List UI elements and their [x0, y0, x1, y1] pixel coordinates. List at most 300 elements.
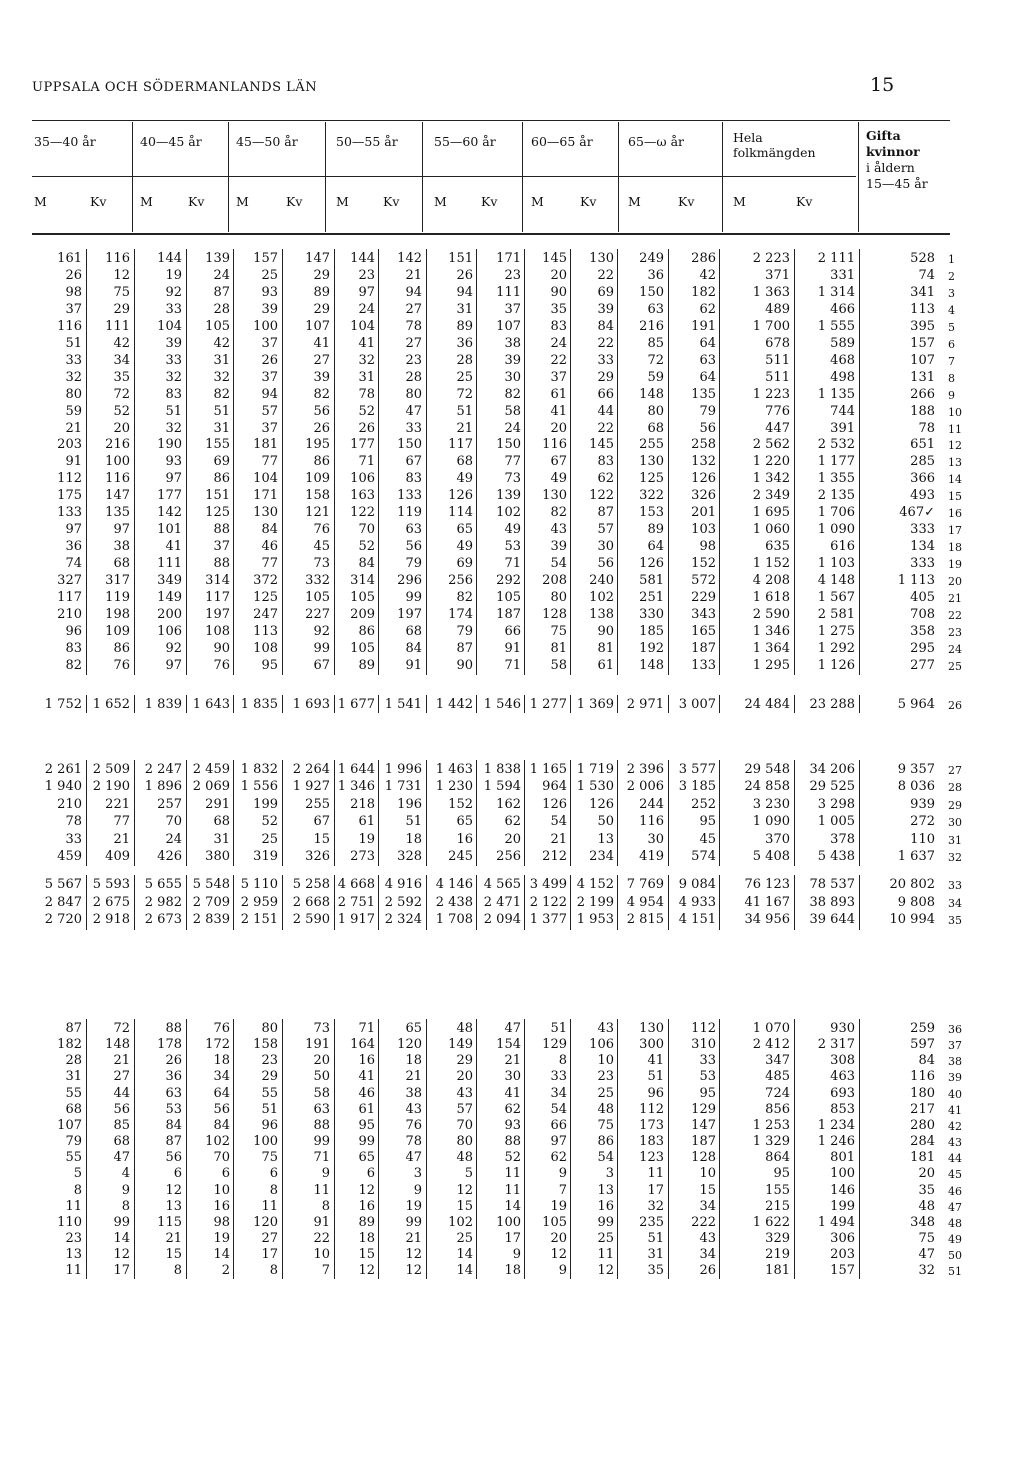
- table-cell: 4 208: [752, 573, 790, 589]
- table-cell: 126: [589, 796, 614, 812]
- table-cell: 9: [413, 1182, 422, 1198]
- table-cell: 94: [261, 386, 278, 402]
- table-cell: 56: [313, 403, 330, 419]
- table-cell: 235: [639, 1214, 664, 1230]
- table-cell: 708: [910, 606, 935, 622]
- table-cell: 105: [305, 590, 330, 605]
- table-cell: 41: [313, 335, 330, 351]
- table-cell: 23: [261, 1053, 278, 1069]
- row-number: 35: [948, 914, 962, 927]
- table-cell: 147: [105, 488, 130, 504]
- table-cell: 8: [269, 1182, 278, 1198]
- row-number: 40: [948, 1087, 962, 1101]
- table-cell: 218: [350, 796, 375, 812]
- column-divider: [719, 1019, 720, 1279]
- table-cell: 1 719: [576, 762, 614, 777]
- table-cell: 201: [691, 505, 716, 521]
- table-cell: 17: [647, 1182, 664, 1198]
- table-cell: 78: [405, 318, 422, 334]
- table-cell: 24: [504, 420, 521, 436]
- table-cell: 4 916: [384, 877, 422, 892]
- table-cell: 68: [213, 814, 230, 830]
- table-cell: 5 567: [44, 877, 82, 892]
- table-cell: 57: [456, 1101, 473, 1117]
- table-cell: 91: [313, 1214, 330, 1230]
- table-cell: 47: [405, 1150, 422, 1166]
- table-cell: 1 346: [337, 779, 375, 795]
- age-group-label: Hela folkmängden: [733, 130, 816, 160]
- table-cell: 72: [456, 386, 473, 402]
- group-divider: [422, 122, 423, 232]
- table-cell: 9: [321, 1166, 330, 1182]
- table-cell: 83: [597, 454, 614, 470]
- table-cell: 41: [358, 1069, 375, 1085]
- table-cell: 89: [358, 657, 375, 673]
- table-cell: 11: [504, 1182, 521, 1198]
- table-cell: 139: [205, 251, 230, 266]
- table-cell: 93: [261, 284, 278, 300]
- table-cell: 31: [213, 831, 230, 847]
- table-cell: 273: [350, 849, 375, 864]
- table-cell: 5: [73, 1166, 82, 1182]
- column-divider: [476, 695, 477, 713]
- table-cell: 319: [253, 849, 278, 864]
- table-cell: 181: [765, 1263, 790, 1279]
- table-cell: 39: [165, 335, 182, 351]
- table-cell: 87: [213, 284, 230, 300]
- table-cell: 68: [65, 1101, 82, 1117]
- column-divider: [617, 760, 618, 866]
- married-women-header-line: 15—45 år: [866, 176, 928, 191]
- table-cell: 29 525: [809, 779, 855, 795]
- table-cell: 466: [830, 301, 855, 317]
- table-cell: 1 135: [817, 386, 855, 402]
- table-cell: 173: [639, 1117, 664, 1133]
- table-cell: 67: [313, 657, 330, 673]
- table-cell: 216: [105, 437, 130, 453]
- table-cell: 175: [57, 488, 82, 504]
- table-cell: 7 769: [626, 877, 664, 892]
- table-cell: 1 113: [897, 573, 935, 589]
- table-cell: 328: [397, 849, 422, 864]
- table-cell: 85: [647, 335, 664, 351]
- column-divider: [719, 695, 720, 713]
- table-cell: 89: [456, 318, 473, 334]
- table-cell: 98: [65, 284, 82, 300]
- column-divider: [859, 249, 860, 675]
- table-cell: 133: [397, 488, 422, 504]
- table-cell: 15: [165, 1247, 182, 1263]
- table-cell: 120: [253, 1214, 278, 1230]
- age-group-label: 50—55 år: [336, 134, 398, 149]
- table-cell: 2 317: [817, 1037, 855, 1053]
- group-divider: [522, 122, 523, 232]
- group-divider: [618, 122, 619, 232]
- table-cell: 597: [910, 1037, 935, 1053]
- table-cell: 222: [691, 1214, 716, 1230]
- table-cell: 154: [496, 1037, 521, 1053]
- table-cell: 63: [405, 522, 422, 538]
- table-cell: 38: [113, 539, 130, 555]
- row-number: 39: [948, 1071, 962, 1085]
- table-cell: 776: [765, 403, 790, 419]
- table-cell: 122: [589, 488, 614, 504]
- table-cell: 104: [350, 318, 375, 334]
- table-cell: 64: [699, 369, 716, 385]
- table-cell: 87: [456, 640, 473, 656]
- table-cell: 2 324: [384, 912, 422, 927]
- row-number: 6: [948, 337, 955, 351]
- table-cell: 39 644: [809, 912, 855, 927]
- table-cell: 158: [253, 1037, 278, 1053]
- table-cell: 67: [405, 454, 422, 470]
- table-cell: 151: [448, 251, 473, 266]
- table-cell: 249: [639, 251, 664, 266]
- table-cell: 333: [910, 556, 935, 572]
- table-cell: 63: [647, 301, 664, 317]
- row-number: 13: [948, 456, 962, 470]
- table-cell: 43: [456, 1085, 473, 1101]
- table-cell: 37: [65, 301, 82, 317]
- table-cell: 44: [113, 1085, 130, 1101]
- table-cell: 35: [113, 369, 130, 385]
- table-cell: 14: [456, 1247, 473, 1263]
- table-cell: 14: [213, 1247, 230, 1263]
- row-number: 37: [948, 1039, 962, 1053]
- table-cell: 117: [448, 437, 473, 453]
- age-group-label: 35—40 år: [34, 134, 96, 149]
- table-cell: 99: [313, 1134, 330, 1150]
- table-cell: 10: [699, 1166, 716, 1182]
- page-number: 15: [870, 74, 895, 96]
- table-cell: 129: [691, 1101, 716, 1117]
- table-cell: 21: [405, 1069, 422, 1085]
- table-cell: 13: [165, 1198, 182, 1214]
- table-cell: 36: [65, 539, 82, 555]
- table-cell: 64: [213, 1085, 230, 1101]
- table-cell: 70: [213, 1150, 230, 1166]
- row-number: 21: [948, 592, 962, 605]
- table-cell: 72: [113, 1021, 130, 1036]
- table-cell: 142: [397, 251, 422, 266]
- table-cell: 48: [918, 1198, 935, 1214]
- table-cell: 174: [448, 606, 473, 622]
- table-cell: 188: [910, 403, 935, 419]
- column-divider: [794, 695, 795, 713]
- table-cell: 33: [405, 420, 422, 436]
- table-cell: 172: [205, 1037, 230, 1053]
- table-cell: 123: [639, 1150, 664, 1166]
- age-group-label: 65—ω år: [628, 134, 684, 149]
- table-cell: 69: [456, 556, 473, 572]
- table-cell: 8 036: [897, 779, 935, 795]
- table-cell: 92: [165, 284, 182, 300]
- table-cell: 229: [691, 590, 716, 605]
- table-cell: 103: [691, 522, 716, 538]
- table-cell: 163: [350, 488, 375, 504]
- table-cell: 102: [496, 505, 521, 521]
- table-cell: 18: [405, 831, 422, 847]
- table-cell: 130: [589, 251, 614, 266]
- table-cell: 112: [691, 1021, 716, 1036]
- sex-label-m: M: [628, 194, 641, 209]
- table-cell: 33: [597, 352, 614, 368]
- table-cell: 1 541: [384, 697, 422, 712]
- table-cell: 59: [65, 403, 82, 419]
- table-cell: 80: [550, 590, 567, 605]
- column-divider: [668, 1019, 669, 1279]
- table-cell: 19: [165, 267, 182, 283]
- table-cell: 69: [597, 284, 614, 300]
- table-cell: 31: [213, 352, 230, 368]
- table-cell: 71: [358, 454, 375, 470]
- table-cell: 20: [550, 267, 567, 283]
- table-cell: 28: [213, 301, 230, 317]
- row-number: 27: [948, 764, 962, 777]
- table-cell: 372: [253, 573, 278, 589]
- column-divider: [426, 875, 427, 930]
- table-cell: 459: [57, 849, 82, 864]
- table-cell: 162: [496, 796, 521, 812]
- table-cell: 8: [173, 1263, 182, 1279]
- table-cell: 16: [456, 831, 473, 847]
- table-cell: 51: [647, 1230, 664, 1246]
- table-cell: 10 994: [889, 912, 935, 927]
- column-divider: [859, 695, 860, 713]
- table-cell: 84: [597, 318, 614, 334]
- column-divider: [426, 760, 427, 866]
- table-cell: 55: [65, 1085, 82, 1101]
- table-cell: 227: [305, 606, 330, 622]
- table-cell: 100: [830, 1166, 855, 1182]
- table-cell: 93: [504, 1117, 521, 1133]
- table-cell: 4: [121, 1166, 130, 1182]
- column-divider: [476, 760, 477, 866]
- table-cell: 317: [105, 573, 130, 589]
- table-cell: 70: [165, 814, 182, 830]
- table-cell: 651: [910, 437, 935, 453]
- column-divider: [282, 249, 283, 675]
- table-cell: 147: [691, 1117, 716, 1133]
- column-divider: [617, 695, 618, 713]
- sex-label-kv: Kv: [286, 194, 303, 209]
- column-divider: [668, 695, 669, 713]
- table-cell: 116: [910, 1069, 935, 1085]
- table-cell: 101: [157, 522, 182, 538]
- table-cell: 99: [313, 640, 330, 656]
- table-cell: 171: [253, 488, 278, 504]
- table-cell: 426: [157, 849, 182, 864]
- table-cell: 18: [213, 1053, 230, 1069]
- table-cell: 693: [830, 1085, 855, 1101]
- table-cell: 2 111: [817, 251, 855, 266]
- table-cell: 58: [504, 403, 521, 419]
- table-cell: 8: [269, 1263, 278, 1279]
- table-cell: 34: [113, 352, 130, 368]
- table-cell: 58: [313, 1085, 330, 1101]
- table-cell: 39: [550, 539, 567, 555]
- table-cell: 26: [261, 352, 278, 368]
- table-cell: 12: [358, 1263, 375, 1279]
- group-divider: [132, 122, 133, 232]
- column-divider: [334, 1019, 335, 1279]
- table-cell: 42: [699, 267, 716, 283]
- table-cell: 95: [358, 1117, 375, 1133]
- table-cell: 1 090: [817, 522, 855, 538]
- table-cell: 1 165: [529, 762, 567, 777]
- table-cell: 32: [358, 352, 375, 368]
- table-cell: 256: [496, 849, 521, 864]
- row-number: 19: [948, 558, 962, 572]
- table-cell: 84: [213, 1117, 230, 1133]
- table-cell: 1 618: [752, 590, 790, 605]
- table-cell: 1 090: [752, 814, 790, 830]
- header-bottom-rule: [32, 233, 950, 235]
- table-cell: 27: [113, 1069, 130, 1085]
- table-cell: 25: [456, 1230, 473, 1246]
- table-cell: 2 135: [817, 488, 855, 504]
- table-cell: 96: [261, 1117, 278, 1133]
- table-cell: 21: [550, 831, 567, 847]
- column-divider: [794, 760, 795, 866]
- table-cell: 26: [313, 420, 330, 436]
- table-cell: 49: [456, 539, 473, 555]
- table-cell: 9 808: [897, 894, 935, 910]
- table-cell: 96: [65, 623, 82, 639]
- table-cell: 29: [261, 1069, 278, 1085]
- table-cell: 148: [105, 1037, 130, 1053]
- table-cell: 9: [558, 1166, 567, 1182]
- table-cell: 99: [405, 590, 422, 605]
- table-cell: 256: [448, 573, 473, 589]
- table-cell: 51: [165, 403, 182, 419]
- table-cell: 57: [261, 403, 278, 419]
- row-number: 32: [948, 851, 962, 864]
- table-cell: 84: [358, 556, 375, 572]
- table-cell: 135: [691, 386, 716, 402]
- table-cell: 326: [691, 488, 716, 504]
- table-cell: 20 802: [889, 877, 935, 892]
- sex-label-m: M: [531, 194, 544, 209]
- table-cell: 113: [253, 623, 278, 639]
- table-cell: 29: [597, 369, 614, 385]
- column-divider: [524, 695, 525, 713]
- sex-label-kv: Kv: [678, 194, 695, 209]
- table-cell: 285: [910, 454, 935, 470]
- table-cell: 86: [113, 640, 130, 656]
- table-cell: 100: [496, 1214, 521, 1230]
- table-cell: 70: [456, 1117, 473, 1133]
- table-cell: 66: [550, 1117, 567, 1133]
- column-divider: [794, 249, 795, 675]
- married-women-header-line: kvinnor: [866, 144, 920, 159]
- table-cell: 185: [639, 623, 664, 639]
- table-cell: 61: [358, 814, 375, 830]
- table-cell: 314: [205, 573, 230, 589]
- table-cell: 199: [253, 796, 278, 812]
- table-cell: 1 677: [337, 697, 375, 712]
- married-women-header-line: Gifta: [866, 128, 901, 143]
- table-cell: 9 357: [897, 762, 935, 777]
- table-cell: 82: [65, 657, 82, 673]
- table-cell: 31: [213, 420, 230, 436]
- table-cell: 196: [397, 796, 422, 812]
- table-cell: 30: [504, 1069, 521, 1085]
- table-cell: 210: [57, 606, 82, 622]
- table-cell: 358: [910, 623, 935, 639]
- table-cell: 56: [405, 539, 422, 555]
- table-cell: 12: [597, 1263, 614, 1279]
- table-cell: 31: [65, 1069, 82, 1085]
- table-cell: 333: [910, 522, 935, 538]
- table-cell: 8: [121, 1198, 130, 1214]
- table-cell: 5 258: [292, 877, 330, 892]
- table-cell: 1 652: [92, 697, 130, 712]
- table-cell: 5 655: [144, 877, 182, 892]
- table-cell: 90: [597, 623, 614, 639]
- table-cell: 41: [358, 335, 375, 351]
- column-divider: [378, 695, 379, 713]
- column-divider: [186, 1019, 187, 1279]
- table-cell: 2: [221, 1263, 230, 1279]
- table-cell: 24: [165, 831, 182, 847]
- table-cell: 24 484: [744, 697, 790, 712]
- table-cell: 148: [639, 386, 664, 402]
- table-cell: 589: [830, 335, 855, 351]
- table-cell: 210: [57, 796, 82, 812]
- row-number: 26: [948, 699, 962, 712]
- table-cell: 9: [512, 1247, 521, 1263]
- table-cell: 1 355: [817, 471, 855, 487]
- table-cell: 258: [691, 437, 716, 453]
- table-cell: 343: [691, 606, 716, 622]
- table-cell: 1 637: [897, 849, 935, 864]
- table-cell: 142: [157, 505, 182, 521]
- table-cell: 51: [213, 403, 230, 419]
- table-cell: 56: [699, 420, 716, 436]
- table-cell: 100: [105, 454, 130, 470]
- table-cell: 1 644: [337, 762, 375, 777]
- table-cell: 2 590: [752, 606, 790, 622]
- column-divider: [524, 760, 525, 866]
- table-cell: 19: [550, 1198, 567, 1214]
- row-number: 28: [948, 781, 962, 795]
- table-cell: 272: [910, 814, 935, 830]
- table-cell: 2 396: [626, 762, 664, 777]
- table-cell: 102: [589, 590, 614, 605]
- row-number: 47: [948, 1200, 962, 1214]
- table-cell: 150: [496, 437, 521, 453]
- table-cell: 81: [550, 640, 567, 656]
- table-cell: 405: [910, 590, 935, 605]
- table-cell: 115: [157, 1214, 182, 1230]
- table-cell: 2 971: [626, 697, 664, 712]
- table-cell: 1 940: [44, 779, 82, 795]
- table-cell: 1 314: [817, 284, 855, 300]
- table-cell: 37: [261, 369, 278, 385]
- table-cell: 11: [65, 1198, 82, 1214]
- table-cell: 86: [213, 471, 230, 487]
- table-cell: 27: [405, 301, 422, 317]
- table-cell: 1 329: [752, 1134, 790, 1150]
- age-group-label: 55—60 år: [434, 134, 496, 149]
- table-cell: 37: [261, 420, 278, 436]
- table-cell: 109: [305, 471, 330, 487]
- table-cell: 419: [639, 849, 664, 864]
- table-cell: 16: [597, 1198, 614, 1214]
- table-cell: 1 152: [752, 556, 790, 572]
- table-cell: 99: [113, 1214, 130, 1230]
